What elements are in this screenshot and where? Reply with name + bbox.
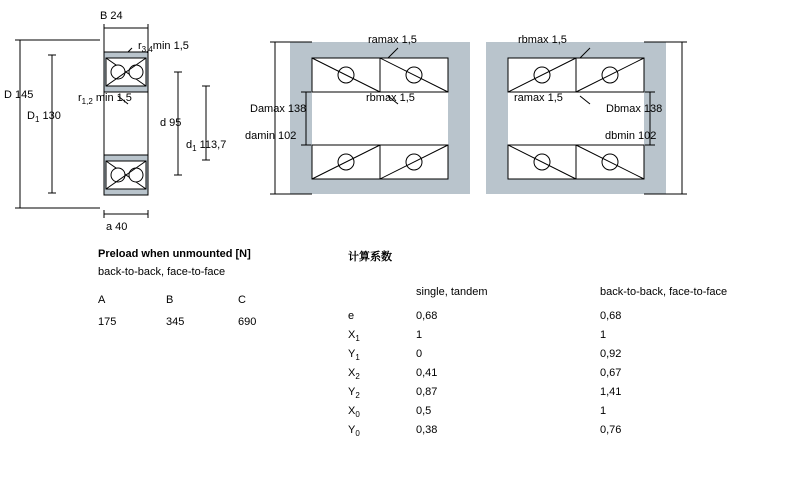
- factors-table-title: 计算系数: [348, 251, 392, 263]
- factors-row-c1-3: 0,41: [416, 367, 438, 379]
- factors-row-c2-3: 0,67: [600, 367, 622, 379]
- dim-label-ramax-mid: ramax 1,5: [514, 92, 563, 104]
- dim-label-d1: $d_1$ 113,7: [186, 139, 227, 154]
- preload-header-C: C: [238, 294, 246, 306]
- dim-label-ramax-top-left: ramax 1,5: [368, 34, 417, 46]
- factors-row-c1-2: 0: [416, 348, 423, 360]
- dim-label-d: d 95: [160, 117, 182, 129]
- factors-row-c2-6: 0,76: [600, 424, 622, 436]
- preload-header-B: B: [166, 294, 174, 306]
- dim-label-Dbmax: Dbmax 138: [606, 103, 663, 115]
- preload-value-C: 690: [238, 316, 257, 328]
- dim-label-rbmax-top-right: rbmax 1,5: [518, 34, 567, 46]
- factors-row-name-3: $X_2$: [348, 367, 360, 382]
- factors-row-c1-1: 1: [416, 329, 423, 341]
- factors-row-c1-5: 0,5: [416, 405, 432, 417]
- dim-label-r34min: $r_{3,4}\min$ 1,5: [138, 40, 189, 55]
- right-bearing-pair-diagram: [245, 0, 800, 240]
- factors-row-c1-6: 0,38: [416, 424, 438, 436]
- factors-row-c2-5: 1: [600, 405, 607, 417]
- factors-row-name-2: $Y_1$: [348, 348, 360, 363]
- factors-row-name-6: $Y_0$: [348, 424, 360, 439]
- dim-label-a: a 40: [106, 221, 128, 233]
- factors-col-header-2: back-to-back, face-to-face: [600, 286, 728, 298]
- dim-label-D1: $D_1$ 130: [27, 110, 61, 125]
- dim-label-B: B 24: [100, 10, 123, 22]
- dim-label-D: D 145: [4, 89, 34, 101]
- dim-label-dbmin: dbmin 102: [605, 130, 657, 142]
- dim-label-Damax: Damax 138: [250, 103, 307, 115]
- factors-row-c1-4: 0,87: [416, 386, 438, 398]
- factors-row-c2-4: 1,41: [600, 386, 622, 398]
- preload-value-B: 345: [166, 316, 185, 328]
- factors-row-name-5: $X_0$: [348, 405, 360, 420]
- dim-label-rbmax-mid: rbmax 1,5: [366, 92, 415, 104]
- factors-row-c1-0: 0,68: [416, 310, 438, 322]
- factors-row-c2-1: 1: [600, 329, 607, 341]
- factors-row-name-4: $Y_2$: [348, 386, 360, 401]
- factors-row-c2-0: 0,68: [600, 310, 622, 322]
- preload-table-subtitle: back-to-back, face-to-face: [98, 266, 226, 278]
- preload-value-A: 175: [98, 316, 117, 328]
- left-bearing-diagram: [0, 0, 250, 240]
- factors-table: [348, 248, 768, 446]
- preload-header-A: A: [98, 294, 106, 306]
- dim-label-r12min: $r_{1,2}$ min 1,5: [78, 92, 132, 107]
- factors-row-c2-2: 0,92: [600, 348, 622, 360]
- factors-row-name-0: e: [348, 310, 355, 322]
- factors-col-header-1: single, tandem: [416, 286, 488, 298]
- dim-label-damin: damin 102: [245, 130, 297, 142]
- factors-row-name-1: $X_1$: [348, 329, 360, 344]
- preload-table: [98, 248, 318, 350]
- preload-table-title: Preload when unmounted [N]: [98, 248, 251, 260]
